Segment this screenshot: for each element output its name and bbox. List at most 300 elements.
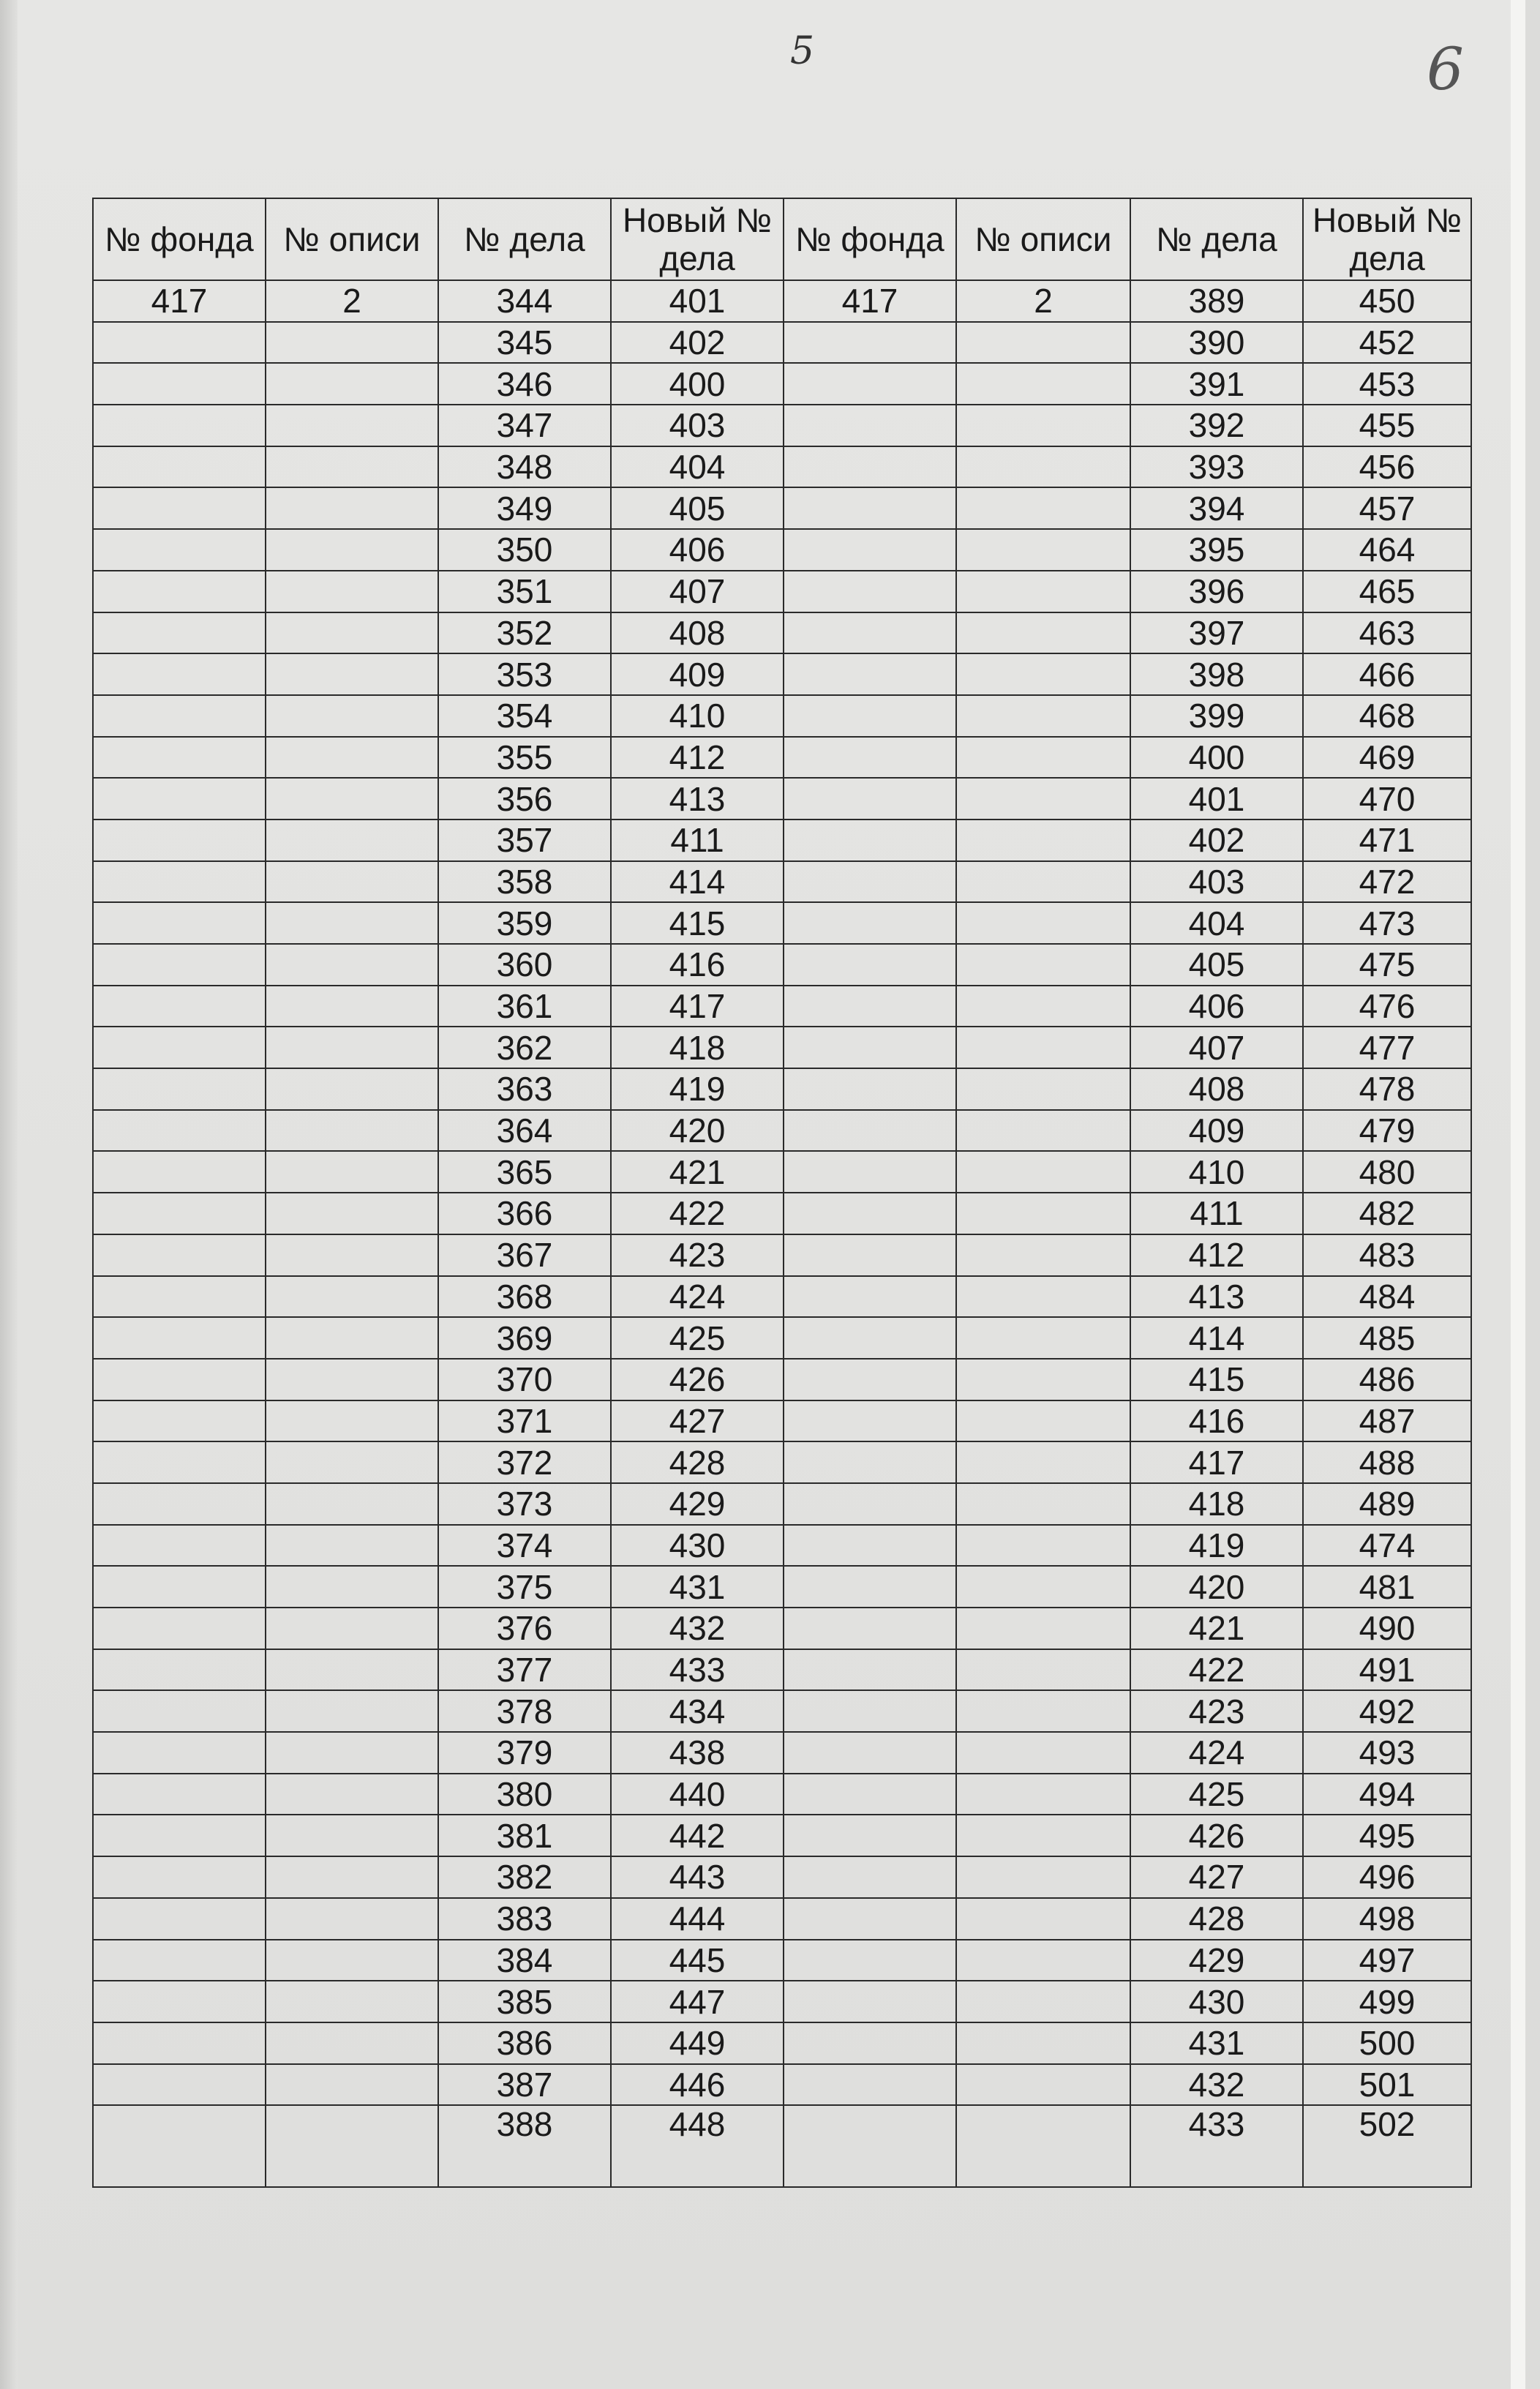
case-no-2-cell: 398 bbox=[1130, 653, 1303, 695]
case-no-cell: 373 bbox=[438, 1483, 611, 1525]
case-no-cell: 355 bbox=[438, 737, 611, 779]
new-case-no-2-cell: 493 bbox=[1303, 1732, 1471, 1774]
inventory-no-cell bbox=[266, 986, 438, 1027]
fund-no-2-cell bbox=[784, 1732, 956, 1774]
new-case-no-cell: 432 bbox=[611, 1608, 784, 1649]
new-case-no-2-cell: 495 bbox=[1303, 1815, 1471, 1856]
table-row bbox=[93, 1815, 1471, 1856]
inventory-no-2-cell bbox=[956, 1649, 1130, 1691]
case-no-cell: 387 bbox=[438, 2064, 611, 2106]
new-case-no-cell: 426 bbox=[611, 1359, 784, 1400]
inventory-no-cell bbox=[266, 1856, 438, 1898]
fund-no-2-cell bbox=[784, 1400, 956, 1442]
new-case-no-2-cell: 475 bbox=[1303, 944, 1471, 986]
case-no-2-cell: 423 bbox=[1130, 1690, 1303, 1732]
new-case-no-cell: 418 bbox=[611, 1027, 784, 1068]
inventory-no-cell bbox=[266, 1732, 438, 1774]
fund-no-cell bbox=[93, 322, 266, 364]
case-no-2-cell: 420 bbox=[1130, 1566, 1303, 1608]
inventory-no-cell bbox=[266, 1981, 438, 2022]
fund-no-cell bbox=[93, 1359, 266, 1400]
new-case-no-2-cell: 502 bbox=[1303, 2105, 1471, 2187]
inventory-no-2-cell bbox=[956, 1151, 1130, 1193]
fund-no-cell bbox=[93, 529, 266, 571]
table-row bbox=[93, 1151, 1471, 1193]
case-no-2-cell: 424 bbox=[1130, 1732, 1303, 1774]
inventory-no-2-cell bbox=[956, 612, 1130, 654]
inventory-no-header-2: № описи bbox=[956, 198, 1130, 280]
case-no-cell: 370 bbox=[438, 1359, 611, 1400]
case-no-cell: 376 bbox=[438, 1608, 611, 1649]
new-case-no-2-cell: 469 bbox=[1303, 737, 1471, 779]
case-no-header: № дела bbox=[438, 198, 611, 280]
inventory-no-2-cell bbox=[956, 1110, 1130, 1152]
new-case-no-cell: 416 bbox=[611, 944, 784, 986]
table-row bbox=[93, 1193, 1471, 1234]
table-row bbox=[93, 1400, 1471, 1442]
new-case-no-cell: 423 bbox=[611, 1234, 784, 1276]
case-no-2-cell: 418 bbox=[1130, 1483, 1303, 1525]
table-row bbox=[93, 1317, 1471, 1359]
case-no-2-cell: 389 bbox=[1130, 280, 1303, 322]
case-no-cell: 374 bbox=[438, 1525, 611, 1567]
fund-no-cell: 417 bbox=[93, 280, 266, 322]
fund-no-cell bbox=[93, 363, 266, 405]
case-no-cell: 365 bbox=[438, 1151, 611, 1193]
inventory-no-cell bbox=[266, 1027, 438, 1068]
table-row bbox=[93, 446, 1471, 488]
table-row bbox=[93, 1981, 1471, 2022]
new-case-no-cell: 405 bbox=[611, 487, 784, 529]
case-no-cell: 372 bbox=[438, 1441, 611, 1483]
inventory-no-cell bbox=[266, 1359, 438, 1400]
new-case-no-2-cell: 494 bbox=[1303, 1774, 1471, 1815]
inventory-no-2-cell bbox=[956, 1441, 1130, 1483]
new-case-no-cell: 413 bbox=[611, 778, 784, 820]
new-case-no-cell: 410 bbox=[611, 695, 784, 737]
inventory-no-cell: 2 bbox=[266, 280, 438, 322]
fund-no-cell bbox=[93, 1525, 266, 1567]
fund-no-2-cell bbox=[784, 1774, 956, 1815]
fund-no-2-cell bbox=[784, 487, 956, 529]
new-case-no-cell: 406 bbox=[611, 529, 784, 571]
new-case-no-2-cell: 499 bbox=[1303, 1981, 1471, 2022]
case-no-cell: 377 bbox=[438, 1649, 611, 1691]
fund-no-2-cell bbox=[784, 1940, 956, 1981]
page-number-center: 5 bbox=[790, 29, 815, 73]
new-case-no-cell: 430 bbox=[611, 1525, 784, 1567]
new-case-no-header-2: Новый № дела bbox=[1303, 198, 1471, 280]
new-case-no-cell: 440 bbox=[611, 1774, 784, 1815]
case-no-2-cell: 399 bbox=[1130, 695, 1303, 737]
new-case-no-cell: 449 bbox=[611, 2022, 784, 2064]
new-case-no-2-cell: 477 bbox=[1303, 1027, 1471, 1068]
fund-no-2-cell bbox=[784, 1566, 956, 1608]
case-no-2-cell: 394 bbox=[1130, 487, 1303, 529]
case-no-2-cell: 421 bbox=[1130, 1608, 1303, 1649]
fund-no-cell bbox=[93, 1856, 266, 1898]
new-case-no-cell: 434 bbox=[611, 1690, 784, 1732]
fund-no-cell bbox=[93, 2105, 266, 2187]
table-row bbox=[93, 653, 1471, 695]
fund-no-2-cell bbox=[784, 1815, 956, 1856]
table-row bbox=[93, 737, 1471, 779]
fund-no-2-cell bbox=[784, 695, 956, 737]
inventory-no-cell bbox=[266, 902, 438, 944]
new-case-no-2-cell: 453 bbox=[1303, 363, 1471, 405]
table-row bbox=[93, 778, 1471, 820]
fund-no-cell bbox=[93, 446, 266, 488]
inventory-no-2-cell bbox=[956, 1815, 1130, 1856]
inventory-no-cell bbox=[266, 1608, 438, 1649]
table-row bbox=[93, 1649, 1471, 1691]
new-case-no-cell: 415 bbox=[611, 902, 784, 944]
fund-no-2-cell bbox=[784, 1193, 956, 1234]
inventory-no-cell bbox=[266, 820, 438, 861]
table-row bbox=[93, 695, 1471, 737]
fund-no-cell bbox=[93, 1649, 266, 1691]
case-renumbering-table bbox=[92, 198, 1472, 2188]
table-row bbox=[93, 487, 1471, 529]
new-case-no-cell: 407 bbox=[611, 571, 784, 612]
fund-no-cell bbox=[93, 902, 266, 944]
table-row bbox=[93, 1898, 1471, 1940]
table-row bbox=[93, 2064, 1471, 2106]
case-no-2-cell: 412 bbox=[1130, 1234, 1303, 1276]
new-case-no-2-cell: 492 bbox=[1303, 1690, 1471, 1732]
fund-no-2-cell bbox=[784, 1856, 956, 1898]
case-no-cell: 382 bbox=[438, 1856, 611, 1898]
inventory-no-2-cell bbox=[956, 1400, 1130, 1442]
fund-no-cell bbox=[93, 2022, 266, 2064]
inventory-no-header: № описи bbox=[266, 198, 438, 280]
new-case-no-cell: 412 bbox=[611, 737, 784, 779]
table-row bbox=[93, 1856, 1471, 1898]
inventory-no-2-cell bbox=[956, 2064, 1130, 2106]
new-case-no-cell: 429 bbox=[611, 1483, 784, 1525]
inventory-no-cell bbox=[266, 1483, 438, 1525]
table-row bbox=[93, 861, 1471, 903]
header-row bbox=[93, 198, 1471, 280]
fund-no-cell bbox=[93, 1898, 266, 1940]
case-no-cell: 359 bbox=[438, 902, 611, 944]
fund-no-cell bbox=[93, 1981, 266, 2022]
fund-no-2-cell bbox=[784, 778, 956, 820]
new-case-no-cell: 431 bbox=[611, 1566, 784, 1608]
new-case-no-cell: 408 bbox=[611, 612, 784, 654]
fund-no-cell bbox=[93, 612, 266, 654]
fund-no-2-cell bbox=[784, 861, 956, 903]
case-no-cell: 356 bbox=[438, 778, 611, 820]
fund-no-2-cell bbox=[784, 1027, 956, 1068]
new-case-no-cell: 445 bbox=[611, 1940, 784, 1981]
new-case-no-2-cell: 452 bbox=[1303, 322, 1471, 364]
fund-no-cell bbox=[93, 820, 266, 861]
new-case-no-2-cell: 483 bbox=[1303, 1234, 1471, 1276]
fund-no-cell bbox=[93, 571, 266, 612]
fund-no-2-cell bbox=[784, 2022, 956, 2064]
case-no-2-cell: 391 bbox=[1130, 363, 1303, 405]
fund-no-2-cell bbox=[784, 405, 956, 446]
fund-no-2-cell bbox=[784, 1608, 956, 1649]
inventory-no-2-cell bbox=[956, 529, 1130, 571]
new-case-no-2-cell: 476 bbox=[1303, 986, 1471, 1027]
case-no-cell: 381 bbox=[438, 1815, 611, 1856]
inventory-no-cell bbox=[266, 612, 438, 654]
case-no-cell: 357 bbox=[438, 820, 611, 861]
table-row bbox=[93, 1234, 1471, 1276]
inventory-no-2-cell bbox=[956, 1898, 1130, 1940]
page-shadow-edge bbox=[0, 0, 18, 2389]
fund-no-2-cell bbox=[784, 571, 956, 612]
fund-no-2-cell bbox=[784, 446, 956, 488]
fund-no-2-cell bbox=[784, 1276, 956, 1318]
new-case-no-cell: 403 bbox=[611, 405, 784, 446]
table-row bbox=[93, 2022, 1471, 2064]
case-no-cell: 351 bbox=[438, 571, 611, 612]
case-no-cell: 369 bbox=[438, 1317, 611, 1359]
case-no-cell: 380 bbox=[438, 1774, 611, 1815]
fund-no-cell bbox=[93, 1276, 266, 1318]
new-case-no-cell: 444 bbox=[611, 1898, 784, 1940]
new-case-no-cell: 447 bbox=[611, 1981, 784, 2022]
new-case-no-cell: 421 bbox=[611, 1151, 784, 1193]
new-case-no-2-cell: 479 bbox=[1303, 1110, 1471, 1152]
inventory-no-cell bbox=[266, 1234, 438, 1276]
inventory-no-2-cell: 2 bbox=[956, 280, 1130, 322]
fund-no-cell bbox=[93, 1566, 266, 1608]
case-no-2-cell: 432 bbox=[1130, 2064, 1303, 2106]
case-no-2-cell: 426 bbox=[1130, 1815, 1303, 1856]
case-no-cell: 350 bbox=[438, 529, 611, 571]
new-case-no-2-cell: 491 bbox=[1303, 1649, 1471, 1691]
fund-no-2-cell bbox=[784, 363, 956, 405]
fund-no-2-cell bbox=[784, 1317, 956, 1359]
case-no-cell: 385 bbox=[438, 1981, 611, 2022]
new-case-no-2-cell: 482 bbox=[1303, 1193, 1471, 1234]
case-no-cell: 379 bbox=[438, 1732, 611, 1774]
inventory-no-2-cell bbox=[956, 902, 1130, 944]
case-no-cell: 360 bbox=[438, 944, 611, 986]
new-case-no-cell: 438 bbox=[611, 1732, 784, 1774]
new-case-no-2-cell: 471 bbox=[1303, 820, 1471, 861]
new-case-no-2-cell: 466 bbox=[1303, 653, 1471, 695]
new-case-no-2-cell: 470 bbox=[1303, 778, 1471, 820]
inventory-no-cell bbox=[266, 1193, 438, 1234]
case-no-cell: 353 bbox=[438, 653, 611, 695]
fund-no-cell bbox=[93, 778, 266, 820]
table-row bbox=[93, 280, 1471, 322]
new-case-no-2-cell: 498 bbox=[1303, 1898, 1471, 1940]
inventory-no-cell bbox=[266, 861, 438, 903]
new-case-no-cell: 402 bbox=[611, 322, 784, 364]
inventory-no-2-cell bbox=[956, 1027, 1130, 1068]
fund-no-2-cell bbox=[784, 1068, 956, 1110]
case-no-2-cell: 390 bbox=[1130, 322, 1303, 364]
table-row bbox=[93, 1483, 1471, 1525]
fund-no-2-cell bbox=[784, 1110, 956, 1152]
inventory-no-cell bbox=[266, 2022, 438, 2064]
table-row bbox=[93, 902, 1471, 944]
table-header bbox=[93, 198, 1471, 280]
case-no-2-cell: 405 bbox=[1130, 944, 1303, 986]
table-row bbox=[93, 1441, 1471, 1483]
inventory-no-cell bbox=[266, 2105, 438, 2187]
new-case-no-cell: 411 bbox=[611, 820, 784, 861]
inventory-no-cell bbox=[266, 1400, 438, 1442]
case-no-2-cell: 402 bbox=[1130, 820, 1303, 861]
inventory-no-2-cell bbox=[956, 1276, 1130, 1318]
new-case-no-cell: 424 bbox=[611, 1276, 784, 1318]
new-case-no-cell: 427 bbox=[611, 1400, 784, 1442]
table-row bbox=[93, 1068, 1471, 1110]
table-row bbox=[93, 820, 1471, 861]
case-no-cell: 349 bbox=[438, 487, 611, 529]
case-no-cell: 367 bbox=[438, 1234, 611, 1276]
case-no-2-cell: 413 bbox=[1130, 1276, 1303, 1318]
inventory-no-2-cell bbox=[956, 571, 1130, 612]
fund-no-2-cell bbox=[784, 322, 956, 364]
inventory-no-2-cell bbox=[956, 695, 1130, 737]
new-case-no-cell: 448 bbox=[611, 2105, 784, 2187]
table-row bbox=[93, 363, 1471, 405]
new-case-no-2-cell: 480 bbox=[1303, 1151, 1471, 1193]
inventory-no-2-cell bbox=[956, 2022, 1130, 2064]
fund-no-cell bbox=[93, 1940, 266, 1981]
case-no-2-cell: 433 bbox=[1130, 2105, 1303, 2187]
fund-no-2-cell bbox=[784, 1649, 956, 1691]
new-case-no-cell: 414 bbox=[611, 861, 784, 903]
fund-no-cell bbox=[93, 1110, 266, 1152]
fund-no-2-cell bbox=[784, 986, 956, 1027]
new-case-no-2-cell: 489 bbox=[1303, 1483, 1471, 1525]
inventory-no-cell bbox=[266, 1441, 438, 1483]
new-case-no-2-cell: 457 bbox=[1303, 487, 1471, 529]
inventory-no-cell bbox=[266, 1815, 438, 1856]
case-no-2-cell: 416 bbox=[1130, 1400, 1303, 1442]
new-case-no-cell: 400 bbox=[611, 363, 784, 405]
new-case-no-cell: 409 bbox=[611, 653, 784, 695]
inventory-no-cell bbox=[266, 1276, 438, 1318]
fund-no-cell bbox=[93, 1441, 266, 1483]
case-no-cell: 378 bbox=[438, 1690, 611, 1732]
page-number-handwritten: 6 bbox=[1427, 35, 1464, 103]
inventory-no-2-cell bbox=[956, 944, 1130, 986]
new-case-no-cell: 446 bbox=[611, 2064, 784, 2106]
new-case-no-2-cell: 464 bbox=[1303, 529, 1471, 571]
new-case-no-2-cell: 488 bbox=[1303, 1441, 1471, 1483]
inventory-no-cell bbox=[266, 1151, 438, 1193]
fund-no-cell bbox=[93, 1608, 266, 1649]
fund-no-cell bbox=[93, 1234, 266, 1276]
new-case-no-cell: 442 bbox=[611, 1815, 784, 1856]
new-case-no-cell: 401 bbox=[611, 280, 784, 322]
fund-no-2-cell bbox=[784, 1359, 956, 1400]
fund-no-cell bbox=[93, 1027, 266, 1068]
fund-no-cell bbox=[93, 861, 266, 903]
new-case-no-2-cell: 468 bbox=[1303, 695, 1471, 737]
new-case-no-cell: 443 bbox=[611, 1856, 784, 1898]
table-row bbox=[93, 1940, 1471, 1981]
inventory-no-2-cell bbox=[956, 1690, 1130, 1732]
new-case-no-header: Новый № дела bbox=[611, 198, 784, 280]
table-row bbox=[93, 1608, 1471, 1649]
table-row bbox=[93, 1774, 1471, 1815]
inventory-no-2-cell bbox=[956, 1359, 1130, 1400]
table-row bbox=[93, 1525, 1471, 1567]
inventory-no-2-cell bbox=[956, 778, 1130, 820]
fund-no-cell bbox=[93, 487, 266, 529]
fund-no-2-cell bbox=[784, 2064, 956, 2106]
inventory-no-2-cell bbox=[956, 2105, 1130, 2187]
inventory-no-cell bbox=[266, 653, 438, 695]
inventory-no-cell bbox=[266, 322, 438, 364]
inventory-no-2-cell bbox=[956, 363, 1130, 405]
new-case-no-2-cell: 450 bbox=[1303, 280, 1471, 322]
new-case-no-cell: 419 bbox=[611, 1068, 784, 1110]
fund-no-2-cell bbox=[784, 1690, 956, 1732]
inventory-no-cell bbox=[266, 1898, 438, 1940]
case-no-cell: 358 bbox=[438, 861, 611, 903]
case-no-2-cell: 400 bbox=[1130, 737, 1303, 779]
table-row bbox=[93, 322, 1471, 364]
inventory-no-2-cell bbox=[956, 446, 1130, 488]
fund-no-cell bbox=[93, 1317, 266, 1359]
fund-no-2-cell: 417 bbox=[784, 280, 956, 322]
fund-no-2-cell bbox=[784, 1981, 956, 2022]
table-row bbox=[93, 529, 1471, 571]
case-no-cell: 361 bbox=[438, 986, 611, 1027]
case-no-cell: 348 bbox=[438, 446, 611, 488]
inventory-no-cell bbox=[266, 1649, 438, 1691]
inventory-no-2-cell bbox=[956, 405, 1130, 446]
inventory-no-2-cell bbox=[956, 1940, 1130, 1981]
case-no-2-cell: 427 bbox=[1130, 1856, 1303, 1898]
case-no-2-cell: 414 bbox=[1130, 1317, 1303, 1359]
new-case-no-2-cell: 501 bbox=[1303, 2064, 1471, 2106]
inventory-no-2-cell bbox=[956, 1981, 1130, 2022]
new-case-no-2-cell: 484 bbox=[1303, 1276, 1471, 1318]
case-no-header-2: № дела bbox=[1130, 198, 1303, 280]
case-no-2-cell: 404 bbox=[1130, 902, 1303, 944]
inventory-no-cell bbox=[266, 2064, 438, 2106]
new-case-no-cell: 433 bbox=[611, 1649, 784, 1691]
inventory-no-2-cell bbox=[956, 1317, 1130, 1359]
fund-no-cell bbox=[93, 1774, 266, 1815]
inventory-no-cell bbox=[266, 1110, 438, 1152]
fund-no-2-cell bbox=[784, 529, 956, 571]
case-no-2-cell: 422 bbox=[1130, 1649, 1303, 1691]
new-case-no-2-cell: 500 bbox=[1303, 2022, 1471, 2064]
fund-no-cell bbox=[93, 1815, 266, 1856]
case-no-2-cell: 425 bbox=[1130, 1774, 1303, 1815]
case-no-cell: 368 bbox=[438, 1276, 611, 1318]
fund-no-cell bbox=[93, 405, 266, 446]
page-right-margin bbox=[1511, 0, 1525, 2389]
fund-no-cell bbox=[93, 1483, 266, 1525]
new-case-no-2-cell: 472 bbox=[1303, 861, 1471, 903]
fund-no-cell bbox=[93, 1690, 266, 1732]
new-case-no-2-cell: 481 bbox=[1303, 1566, 1471, 1608]
case-no-cell: 347 bbox=[438, 405, 611, 446]
new-case-no-2-cell: 456 bbox=[1303, 446, 1471, 488]
inventory-no-2-cell bbox=[956, 1234, 1130, 1276]
inventory-no-2-cell bbox=[956, 1732, 1130, 1774]
inventory-no-cell bbox=[266, 1068, 438, 1110]
case-no-2-cell: 410 bbox=[1130, 1151, 1303, 1193]
inventory-no-2-cell bbox=[956, 1566, 1130, 1608]
inventory-no-cell bbox=[266, 737, 438, 779]
